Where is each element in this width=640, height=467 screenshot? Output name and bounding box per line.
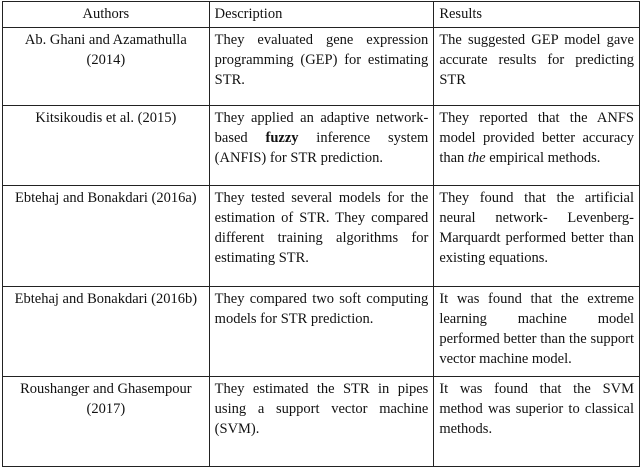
header-row [3, 2, 640, 28]
table-row [3, 377, 640, 467]
literature-table [2, 1, 640, 467]
description-text: inference system (ANFIS) for STR prediction. [214, 130, 429, 166]
author-cell: Kitsikoudis et al. (2015) [3, 106, 210, 186]
table-row [3, 287, 640, 377]
result-cell: It was found that the extreme learning machine model performed better than the support vector machine model. [434, 287, 640, 377]
description-cell: They estimated the STR in pipes using a support vector machine (SVM). [209, 377, 434, 467]
description-bold-text: fuzzy [265, 130, 299, 146]
table-row [3, 106, 640, 186]
result-cell [434, 106, 640, 186]
author-cell: Ebtehaj and Bonakdari (2016b) [3, 287, 210, 377]
description-cell [209, 106, 434, 186]
result-text: They reported that the ANFS model provided better accuracy than [439, 110, 634, 166]
table-row [3, 28, 640, 106]
table-row [3, 186, 640, 287]
description-cell: They tested several models for the estimation of STR. They compared different training algorithms for estimating STR. [209, 186, 434, 287]
author-cell: Roushanger and Ghasempour (2017) [3, 377, 210, 467]
result-cell: The suggested GEP model gave accurate results for predicting STR [434, 28, 640, 106]
description-cell: They evaluated gene expression programming (GEP) for estimating STR. [209, 28, 434, 106]
author-cell: Ab. Ghani and Azamathulla (2014) [3, 28, 210, 106]
result-italic-text: the [467, 150, 486, 166]
column-header-results: Results [434, 2, 640, 28]
column-header-authors: Authors [3, 2, 210, 28]
column-header-description: Description [209, 2, 434, 28]
result-cell: They found that the artificial neural network- Levenberg-Marquardt performed better than existing equations. [434, 186, 640, 287]
author-cell: Ebtehaj and Bonakdari (2016a) [3, 186, 210, 287]
description-text: They applied an adaptive network-based [214, 110, 429, 146]
result-text: empirical methods. [485, 150, 601, 166]
description-cell: They compared two soft computing models for STR prediction. [209, 287, 434, 377]
result-cell: It was found that the SVM method was superior to classical methods. [434, 377, 640, 467]
